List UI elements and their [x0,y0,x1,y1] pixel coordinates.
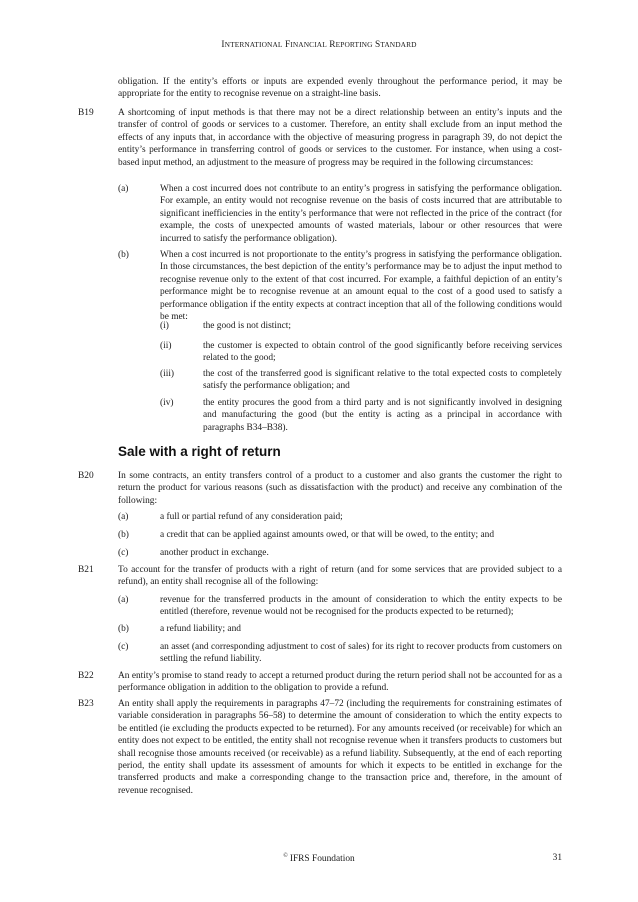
sublist-label: (iv) [160,398,174,408]
paragraph-b19-text: A shortcoming of input methods is that there may not be a direct relationship between an entity’s inputs and the transfer of control of goods or services to a customer. Therefore, an entity shall exclude from an input method the effects of any inputs that, in accordance with the objective of measuring progress in paragraph 39, do not depict the entity’s performance in transferring control of goods or services to the customer. For instance, when using a cost-based input method, an adjustment to the measure of progress may be required in the following circumstances: [118,108,562,168]
running-header: INTERNATIONAL FINANCIAL REPORTING STANDARD [221,40,417,50]
sublist-item-text: the entity procures the good from a third party and is not significantly involved in designing and manufacturing the good (but the entity is acting as a principal in accordance with paragraphs B34–B38). [203,398,562,433]
list-item-text: another product in exchange. [160,548,269,558]
paragraph-b22-text: An entity’s promise to stand ready to accept a returned product during the return period shall not be accounted for as a performance obligation in addition to the obligation to provide a refund. [118,671,562,694]
sublist-label: (ii) [160,341,172,351]
list-item-text: When a cost incurred does not contribute to an entity’s progress in satisfying the performance obligation. For example, an entity would not recognise revenue on the basis of costs incurred that are attributable to significant inefficiencies in the entity’s performance that were not reflected in the price of the contract (for example, the costs of unexpected amounts of wasted materials, labour or other resources that were incurred to satisfy the performance obligation). [160,184,562,244]
list-label: (c) [118,548,129,558]
footer-org: IFRS Foundation [289,854,355,864]
sublist-item-text: the cost of the transferred good is significant relative to the total expected costs to completely satisfy the performance obligation; and [203,369,562,392]
paragraph-b20-text: In some contracts, an entity transfers control of a product to a customer and also grants the customer the right to return the product for various reasons (such as dissatisfaction with the product) and receive any combination of the following: [118,471,562,506]
list-item-text: a refund liability; and [160,624,241,634]
copyright-symbol: © [283,853,288,859]
page-number: 31 [552,853,562,863]
list-label: (a) [118,184,129,194]
list-label: (b) [118,530,129,540]
paragraph-b23-text: An entity shall apply the requirements in paragraphs 47–72 (including the requirements for constraining estimates of variable consideration in paragraphs 56–58) to determine the amount of consideration to which the entity expects to be entitled (ie excluding the products expected to be returned). For any amounts received (or receivable) for which an entity does not expect to be entitled, the entity shall not recognise revenue when it transfers products to customers but shall recognise those amounts received (or receivable) as a refund liability. Subsequently, at the end of each reporting period, the entity shall update its assessment of amounts for which it expects to be entitled in exchange for the transferred products and make a corresponding change to the transaction price and, therefore, in the amount of revenue recognised. [118,699,562,796]
list-label: (b) [118,624,129,634]
sublist-item-text: the good is not distinct; [203,321,292,331]
list-item-text: a full or partial refund of any consideration paid; [160,512,343,522]
paragraph-number-b21: B21 [78,565,94,575]
section-heading: Sale with a right of return [118,444,281,459]
list-item-text: an asset (and corresponding adjustment to cost of sales) for its right to recover products from customers on settling the refund liability. [160,642,562,665]
list-item-text: When a cost incurred is not proportionate to the entity’s progress in satisfying the performance obligation. In those circumstances, the best depiction of the entity’s performance may be to adjust the input method to recognise revenue only to the extent of that cost incurred. For example, a faithful depiction of an entity’s performance might be to recognise revenue at an amount equal to the cost of a good used to satisfy a performance obligation if the entity expects at contract inception that all of the following conditions would be met: [160,250,562,323]
intro-continuation-text: obligation. If the entity’s efforts or inputs are expended evenly throughout the performance period, it may be appropriate for the entity to recognise revenue on a straight-line basis. [118,77,562,100]
paragraph-number-b20: B20 [78,471,94,481]
sublist-label: (iii) [160,369,175,379]
list-label: (a) [118,595,129,605]
list-item-text: a credit that can be applied against amounts owed, or that will be owed, to the entity; and [160,530,495,540]
list-label: (b) [118,250,129,260]
paragraph-number-b19: B19 [78,108,94,118]
sublist-label: (i) [160,321,169,331]
list-label: (a) [118,512,129,522]
list-label: (c) [118,642,129,652]
list-item-text: revenue for the transferred products in the amount of consideration to which the entity expects to be entitled (therefore, revenue would not be recognised for the products expected to be returned); [160,595,562,618]
paragraph-number-b23: B23 [78,699,94,709]
paragraph-b21-text: To account for the transfer of products with a right of return (and for some services that are provided subject to a refund), an entity shall recognise all of the following: [118,565,562,588]
sublist-item-text: the customer is expected to obtain control of the good significantly before receiving services related to the good; [203,341,562,364]
paragraph-number-b22: B22 [78,671,94,681]
